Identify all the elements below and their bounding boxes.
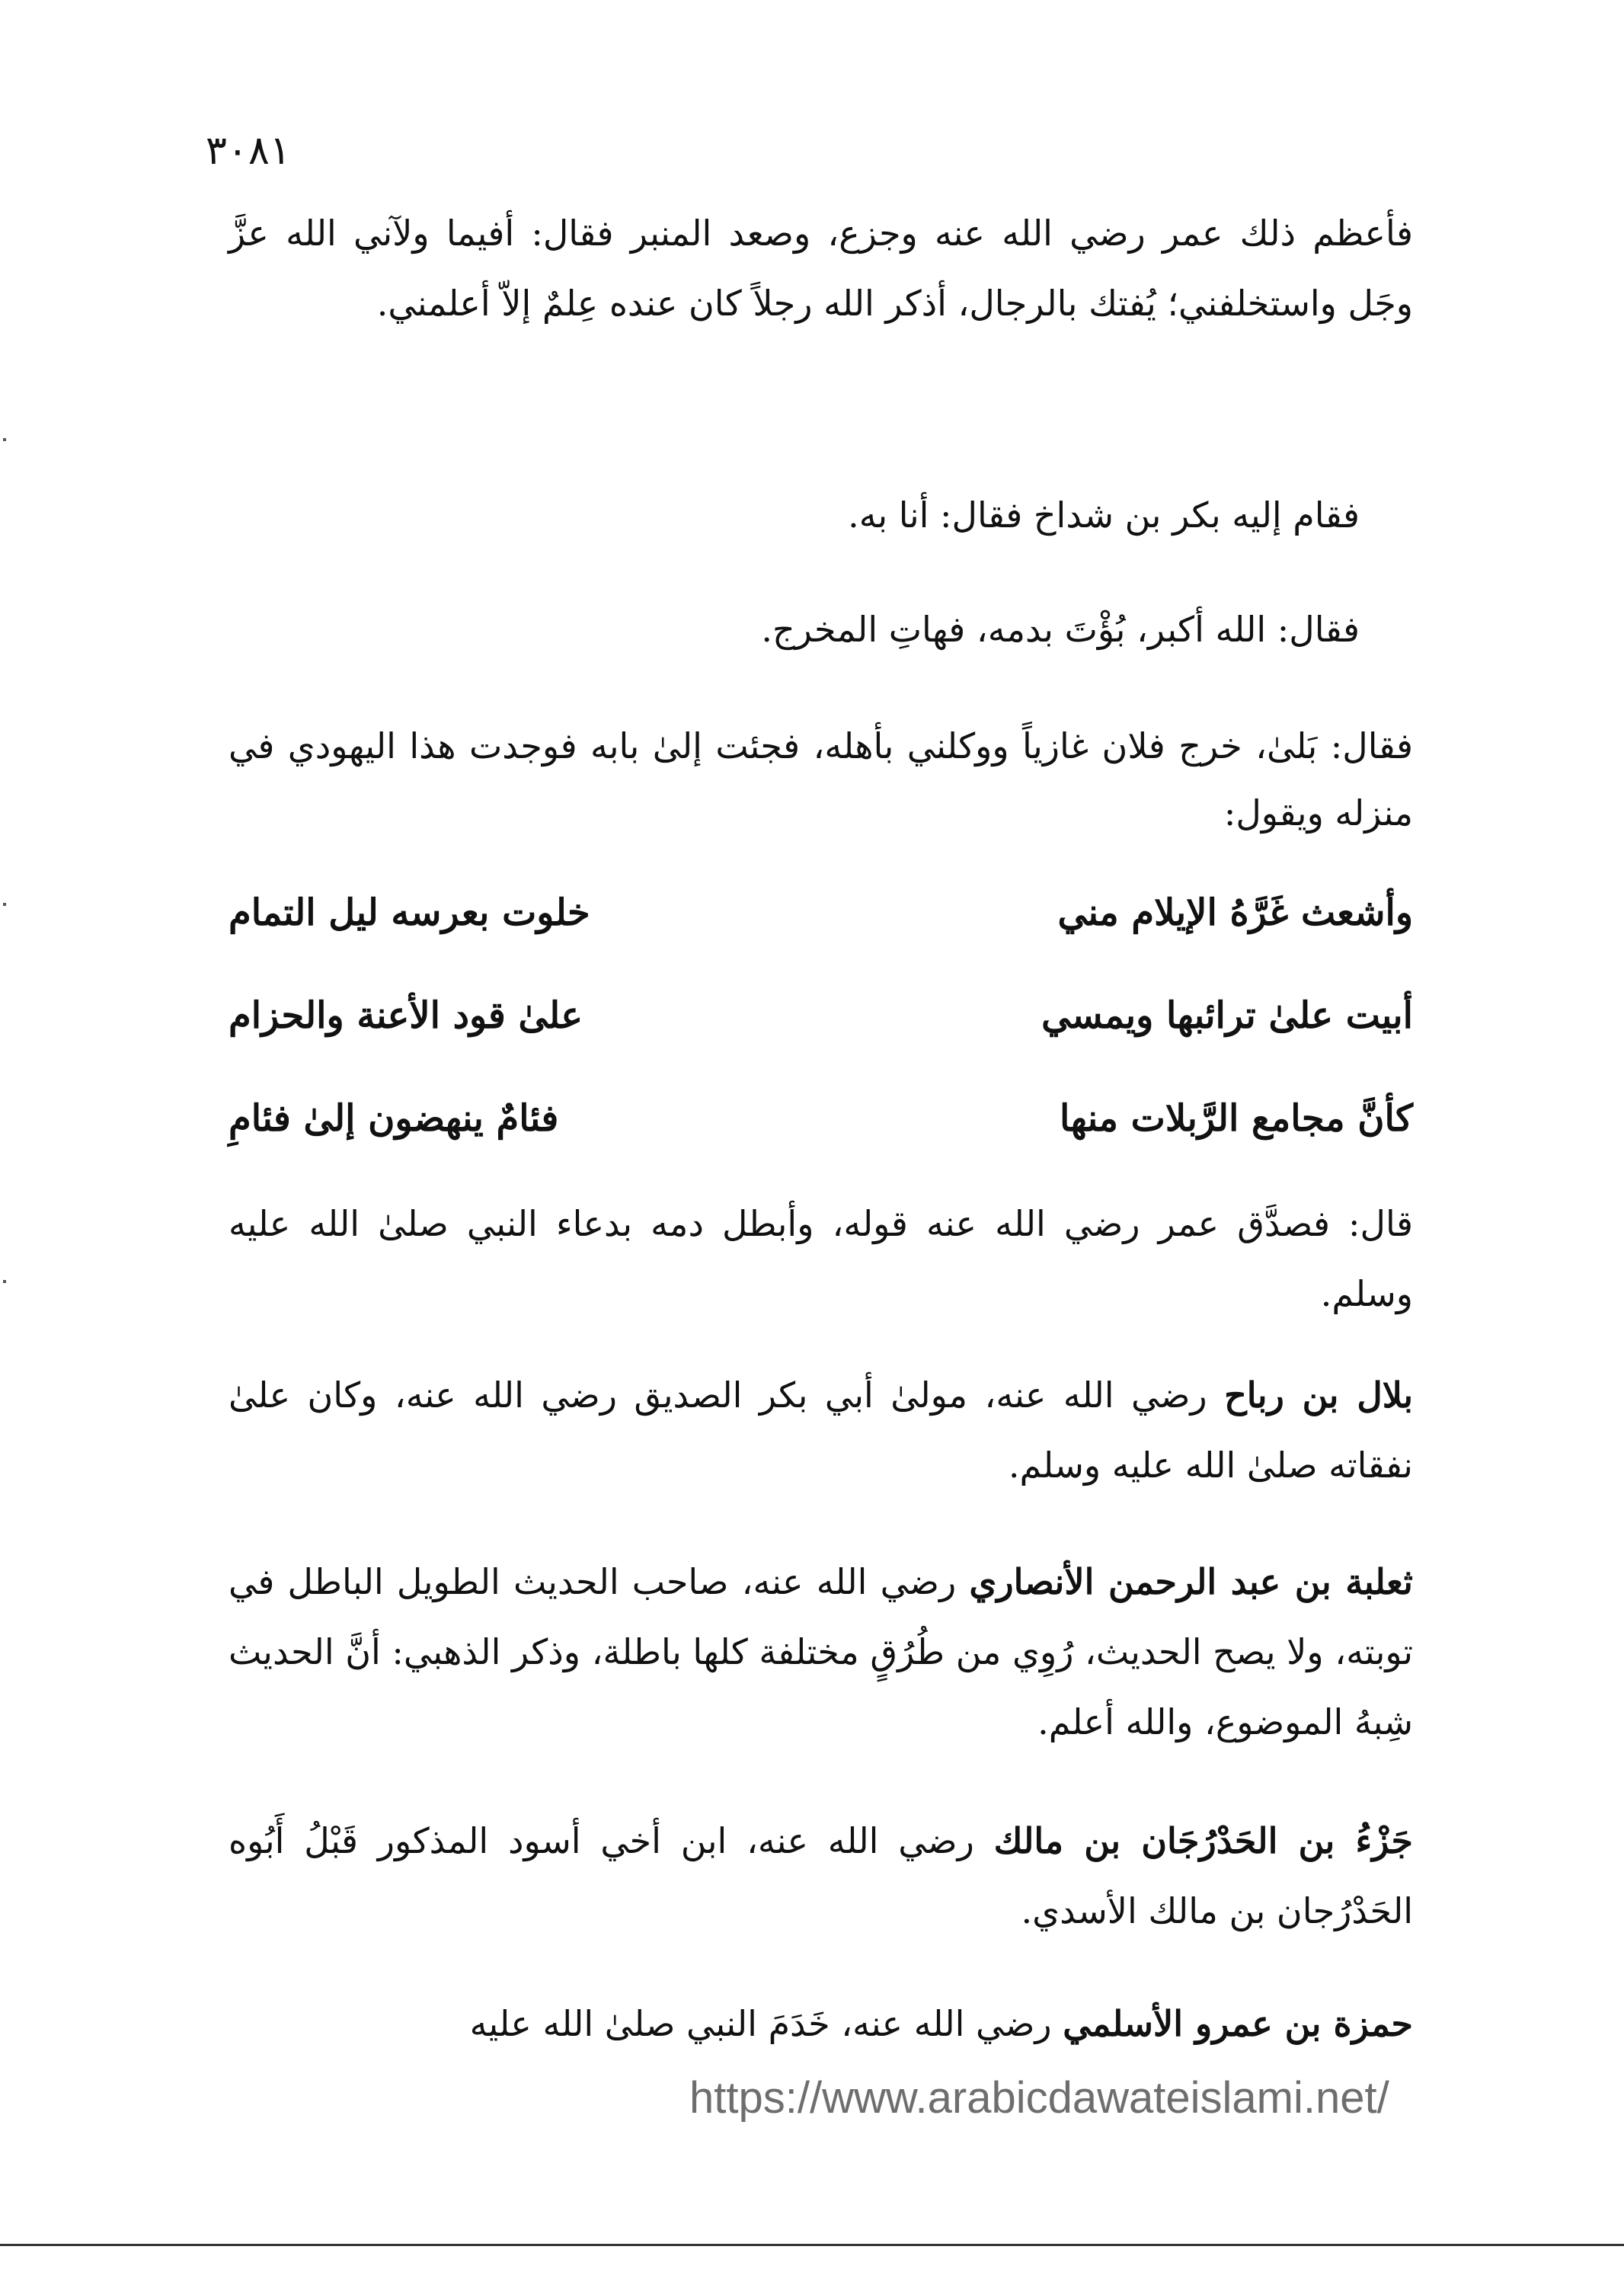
verse-2-first-hemistich: أبيت علىٰ ترائبها ويمسي bbox=[1041, 994, 1413, 1037]
entry-jaz bbox=[229, 1806, 1413, 1946]
paragraph-1: فأعظم ذلك عمر رضي الله عنه وجزع، وصعد المنبر فقال: أفيما ولآني الله عزَّ وجَل واستخلفني؛ يُفتك بالرجال، أذكر الله رجلاً كان عنده عِلمٌ إلاّ أعلمني. bbox=[229, 213, 1413, 324]
entry-hamza-text: رضي الله عنه، خَدَمَ النبي صلىٰ الله عليه bbox=[469, 2003, 1063, 2044]
verse-3-first-hemistich: كأنَّ مجامع الرَّبلات منها bbox=[1059, 1097, 1413, 1140]
margin-mark bbox=[3, 1280, 6, 1283]
page-number: ٣٠٨١ bbox=[206, 128, 291, 174]
margin-mark bbox=[3, 438, 6, 441]
entry-bilal-name: بلال بن رباح bbox=[1224, 1374, 1413, 1416]
entry-jaz-name: جَزْءُ بن الحَدْرُجَان بن مالك bbox=[993, 1820, 1413, 1861]
paragraph-4: فقال: بَلىٰ، خرج فلان غازياً ووكلني بأهله، فجئت إلىٰ بابه فوجدت هذا اليهودي في منزله ويقول: bbox=[229, 725, 1413, 834]
verse-line-2 bbox=[229, 994, 1413, 1063]
entry-bilal-text: رضي الله عنه، مولىٰ أبي بكر الصديق رضي الله عنه، وكان علىٰ نفقاته صلىٰ الله عليه وسلم. bbox=[229, 1374, 1413, 1486]
footer-url: https://www.arabicdawateislami.net/ bbox=[689, 2073, 1389, 2123]
bottom-scan-edge bbox=[0, 2244, 1624, 2246]
entry-jaz-text: رضي الله عنه، ابن أخي أسود المذكور قَبْلُ أَبُوه الحَدْرُجان بن مالك الأسدي. bbox=[229, 1820, 1413, 1931]
entry-bilal bbox=[229, 1360, 1413, 1500]
verse-line-3 bbox=[229, 1097, 1413, 1166]
paragraph-5: قال: فصدَّق عمر رضي الله عنه قوله، وأبطل دمه بدعاء النبي صلىٰ الله عليه وسلم. bbox=[229, 1203, 1413, 1314]
verse-line-1 bbox=[229, 891, 1413, 960]
margin-mark bbox=[3, 903, 6, 906]
paragraph-3: فقال: الله أكبر، بُؤْتَ بدمه، فهاتِ المخرج. bbox=[761, 609, 1360, 650]
entry-hamza-name: حمزة بن عمرو الأسلمي bbox=[1063, 2003, 1413, 2044]
verse-2-second-hemistich: علىٰ قود الأعنة والحزام bbox=[229, 994, 583, 1037]
verse-1-second-hemistich: خلوت بعرسه ليل التمام bbox=[229, 891, 590, 934]
paragraph-2: فقام إليه بكر بن شداخ فقال: أنا به. bbox=[848, 494, 1360, 536]
entry-thalaba-name: ثعلبة بن عبد الرحمن الأنصاري bbox=[969, 1561, 1413, 1602]
verse-1-first-hemistich: وأشعث غَرَّهُ الإيلام مني bbox=[1057, 891, 1413, 934]
entry-thalaba-text: رضي الله عنه، صاحب الحديث الطويل الباطل في توبته، ولا يصح الحديث، رُوِي من طُرُقٍ مختلفة كلها باطلة، وذكر الذهبي: أنَّ الحديث شِبهُ الموضوع، والله أعلم. bbox=[229, 1561, 1413, 1742]
entry-thalaba bbox=[229, 1547, 1413, 1757]
entry-hamza bbox=[229, 1989, 1413, 2059]
verse-3-second-hemistich: فئامٌ ينهضون إلىٰ فئامِ bbox=[229, 1097, 559, 1140]
